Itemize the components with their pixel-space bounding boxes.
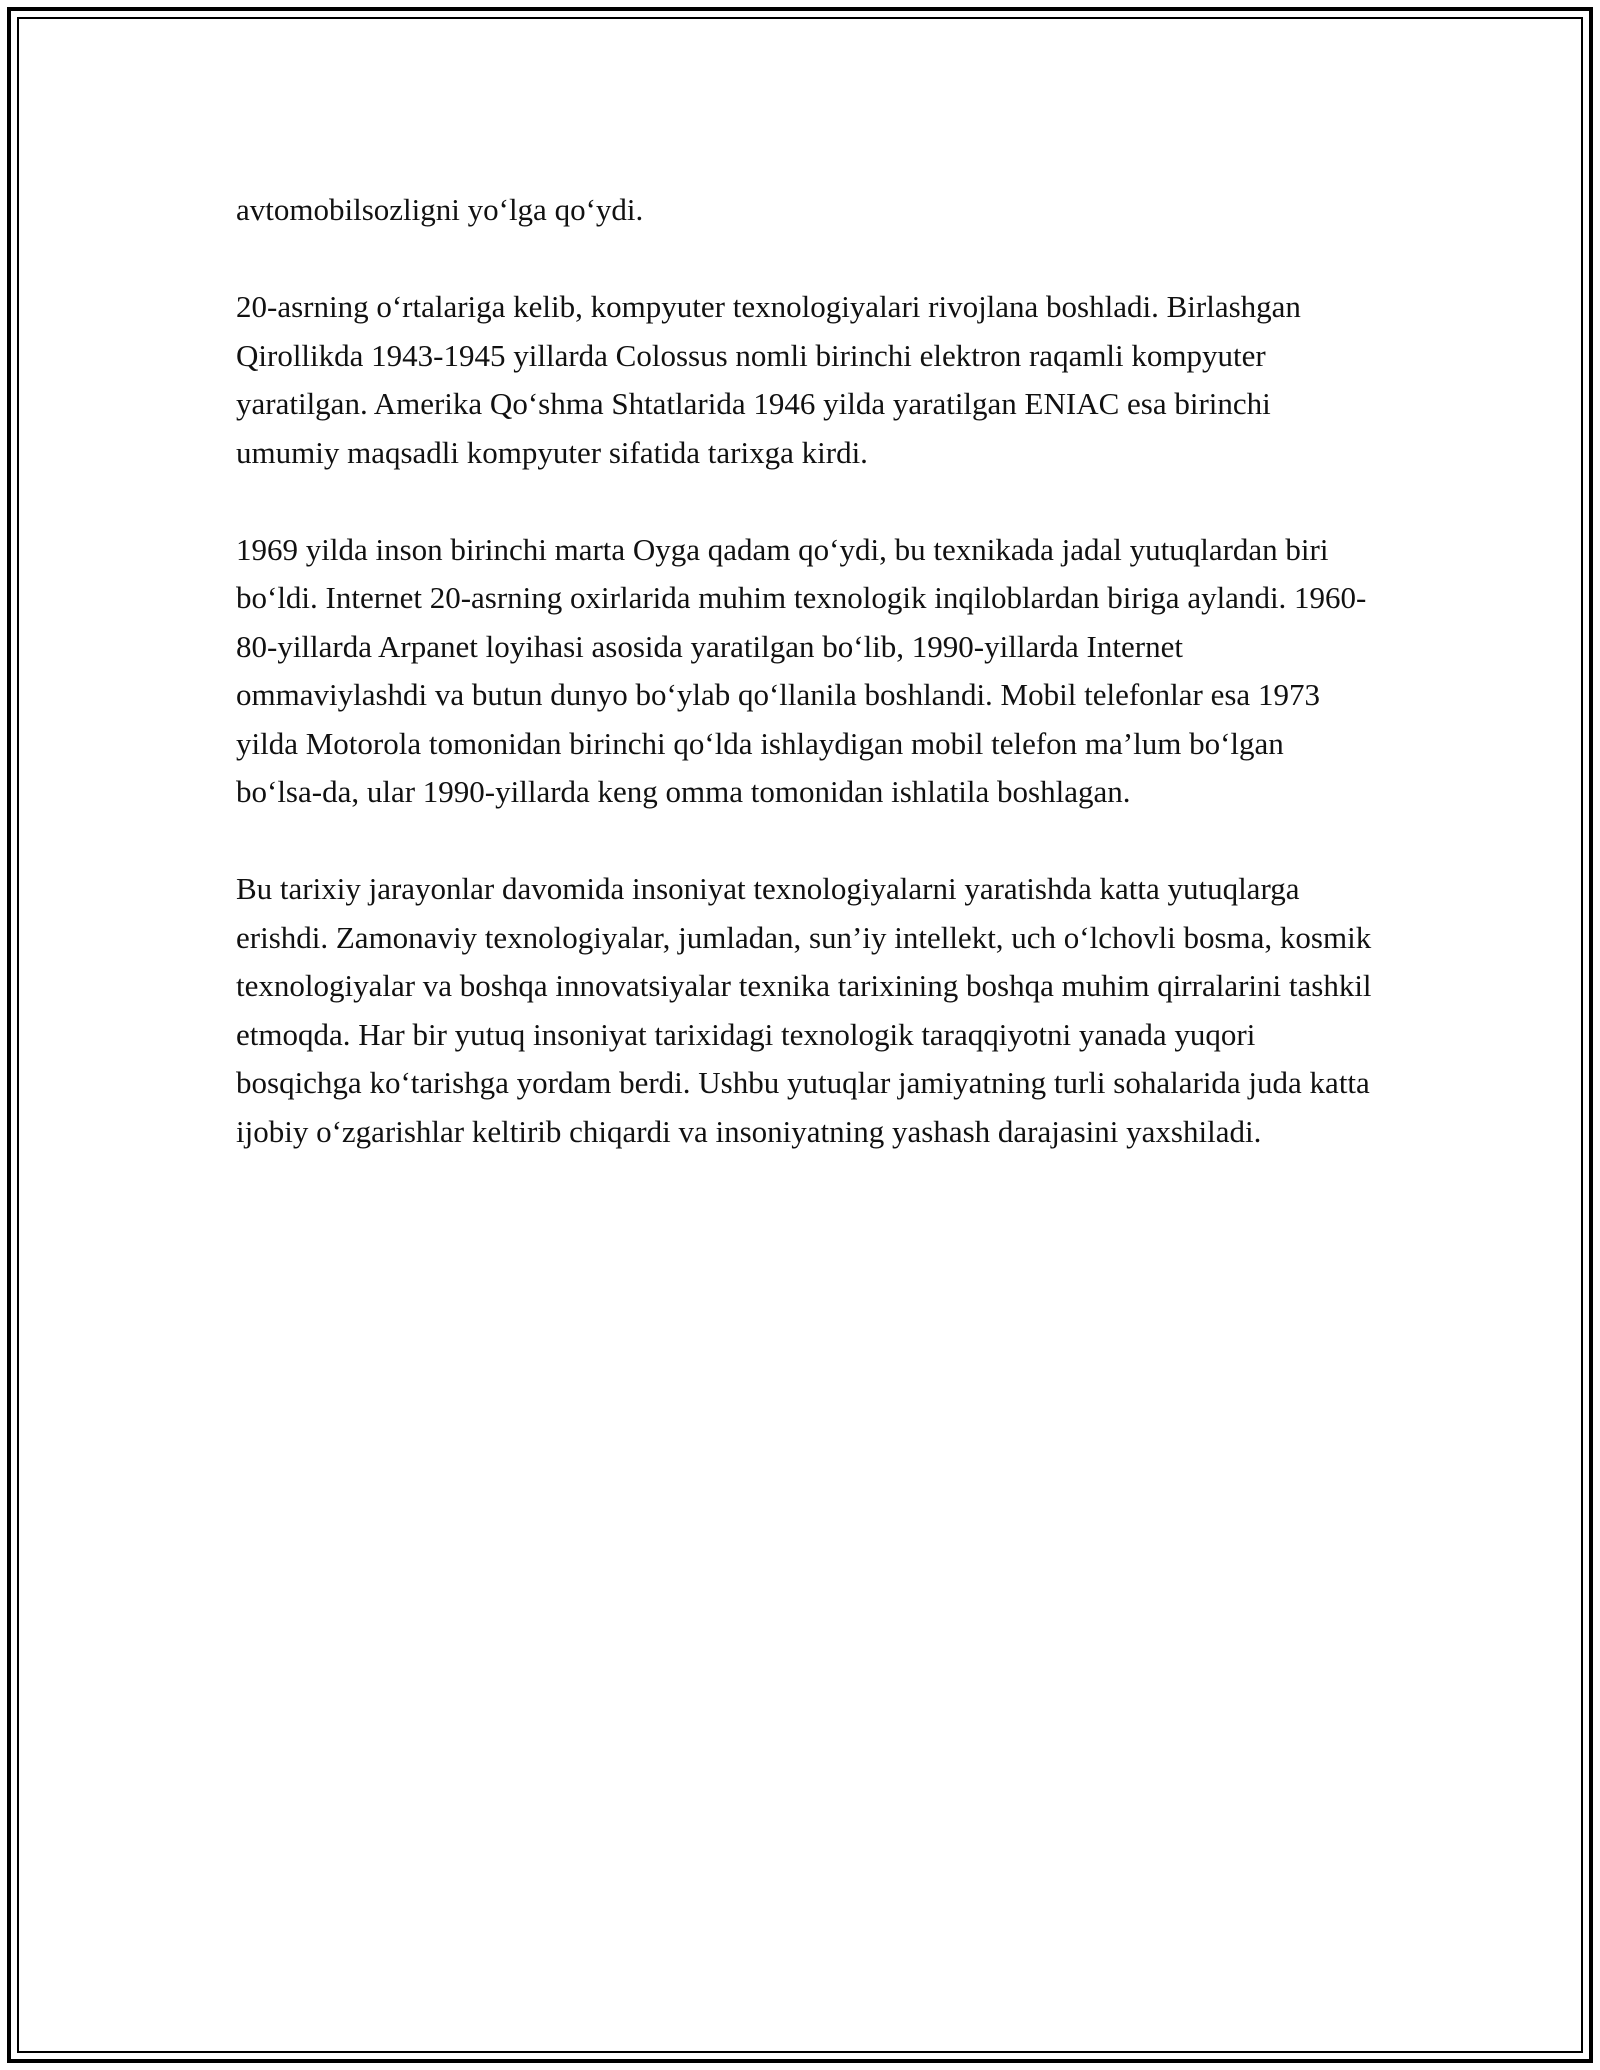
document-body: [236, 186, 1376, 1205]
paragraph-4: Bu tarixiy jarayonlar davomida insoniyat texnologiyalarni yaratishda katta yutuqlarga erishdi. Zamonaviy texnologiyalar, jumladan, sun’iy intellekt, uch o‘lchovli bosma, kosmik texnologiyalar va boshqa innovatsiyalar texnika tarixining boshqa muhim qirralarini tashkil etmoqda. Har bir yutuq insoniyat tarixidagi texnologik taraqqiyotni yanada yuqori bosqichga ko‘tarishga yordam berdi. Ushbu yutuqlar jamiyatning turli sohalarida juda katta ijobiy o‘zgarishlar keltirib chiqardi va insoniyatning yashash darajasini yaxshiladi.: [236, 871, 1372, 1149]
paragraph-1: avtomobilsozligni yo‘lga qo‘ydi.: [236, 192, 644, 227]
paragraph-2: 20-asrning o‘rtalariga kelib, kompyuter texnologiyalari rivojlana boshladi. Birlashgan Qirollikda 1943-1945 yillarda Colossus nomli birinchi elektron raqamli kompyuter yaratilgan. Amerika Qo‘shma Shtatlarida 1946 yilda yaratilgan ENIAC esa birinchi umumiy maqsadli kompyuter sifatida tarixga kirdi.: [236, 289, 1301, 470]
paragraph-3: 1969 yilda inson birinchi marta Oyga qadam qo‘ydi, bu texnikada jadal yutuqlardan biri bo‘ldi. Internet 20-asrning oxirlarida muhim texnologik inqiloblardan biriga aylandi. 1960-80-yillarda Arpanet loyihasi asosida yaratilgan bo‘lib, 1990-yillarda Internet ommaviylashdi va butun dunyo bo‘ylab qo‘llanila boshlandi. Mobil telefonlar esa 1973 yilda Motorola tomonidan birinchi qo‘lda ishlaydigan mobil telefon ma’lum bo‘lgan bo‘lsa-da, ular 1990-yillarda keng omma tomonidan ishlatila boshlagan.: [236, 531, 1367, 809]
